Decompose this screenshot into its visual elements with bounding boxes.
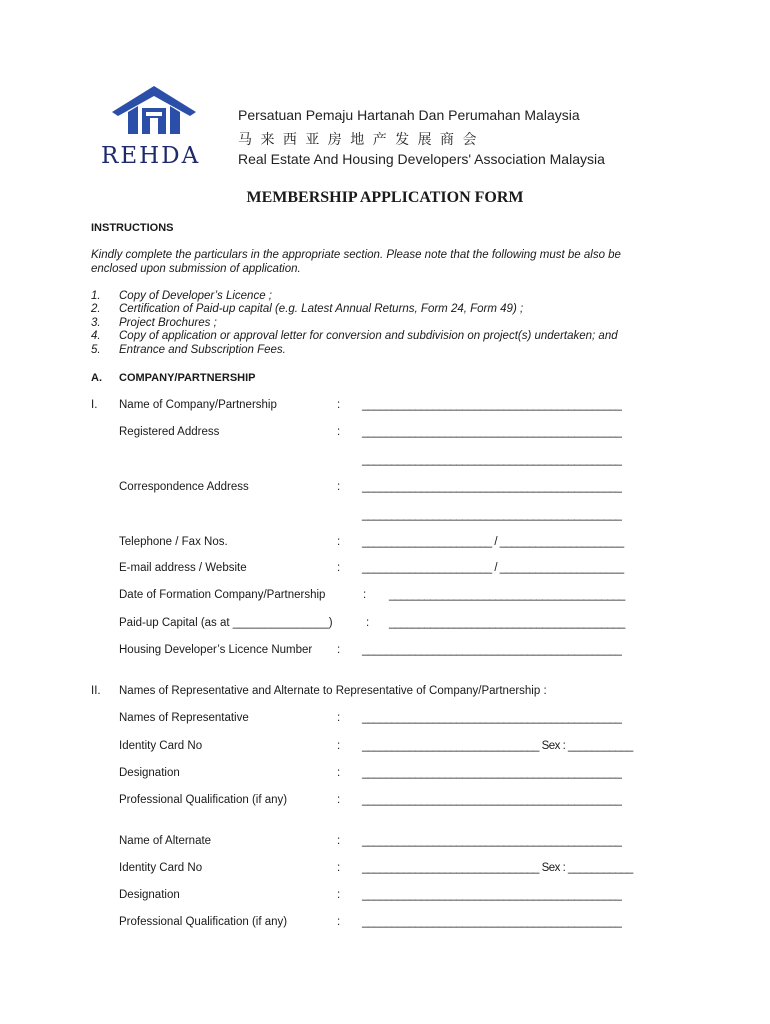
field-colon: : — [337, 481, 341, 493]
field-input-line[interactable]: ______________________________ Sex : ___________ — [362, 862, 633, 874]
field-label: Telephone / Fax Nos. — [119, 536, 228, 548]
list-item-text: Copy of application or approval letter for conversion and subdivision on project(s) undertaken; and — [119, 330, 618, 342]
list-item-number: 2. — [91, 303, 101, 315]
field-colon: : — [337, 562, 341, 574]
list-item-text: Project Brochures ; — [119, 317, 217, 329]
field-colon: : — [366, 617, 370, 629]
field-input-line[interactable]: ________________________________________ — [389, 617, 625, 629]
field-input-line[interactable]: ________________________________________ — [389, 589, 625, 601]
field-colon: : — [337, 862, 341, 874]
form-title: MEMBERSHIP APPLICATION FORM — [246, 189, 524, 206]
field-label: Identity Card No — [119, 740, 203, 752]
field-label: E-mail address / Website — [119, 562, 247, 574]
field-input-line[interactable]: ____________________________________________ — [362, 889, 622, 901]
field-label: Name of Company/Partnership — [119, 399, 277, 411]
field-label: Designation — [119, 889, 180, 901]
field-colon: : — [337, 916, 341, 928]
org-name-malay: Persatuan Pemaju Hartanah Dan Perumahan Malaysia — [238, 107, 580, 123]
field-colon: : — [337, 399, 341, 411]
field-input-line[interactable]: ______________________ / _____________________ — [362, 562, 624, 574]
field-colon: : — [337, 426, 341, 438]
list-item-text: Copy of Developer’s Licence ; — [119, 290, 272, 302]
field-input-line[interactable]: ____________________________________________ — [362, 794, 622, 806]
field-input-line[interactable]: ____________________________________________ — [362, 481, 622, 493]
logo-door — [142, 108, 166, 134]
rehda-logo — [108, 84, 200, 140]
field-label: Designation — [119, 767, 180, 779]
section-a-letter: A. — [91, 372, 102, 384]
field-label: Professional Qualification (if any) — [119, 916, 288, 928]
field-label: Date of Formation Company/Partnership — [119, 589, 326, 601]
field-input-line[interactable]: ____________________________________________ — [362, 835, 622, 847]
field-input-line[interactable]: ____________________________________________ — [362, 509, 622, 521]
section-a-title: COMPANY/PARTNERSHIP — [119, 372, 256, 384]
field-input-line[interactable]: ____________________________________________ — [362, 426, 622, 438]
field-label: Professional Qualification (if any) — [119, 794, 288, 806]
field-label: Paid-up Capital (as at _______________) — [119, 617, 333, 629]
org-name-english: Real Estate And Housing Developers' Association Malaysia — [238, 151, 605, 167]
field-input-line[interactable]: ____________________________________________ — [362, 399, 622, 411]
field-colon: : — [337, 644, 341, 656]
field-input-line[interactable]: ____________________________________________ — [362, 454, 622, 466]
field-input-line[interactable]: ____________________________________________ — [362, 644, 622, 656]
part-2-heading: Names of Representative and Alternate to Representative of Company/Partnership : — [119, 685, 547, 697]
field-colon: : — [337, 536, 341, 548]
field-colon: : — [337, 835, 341, 847]
field-label: Registered Address — [119, 426, 220, 438]
field-colon: : — [337, 740, 341, 752]
field-label: Names of Representative — [119, 712, 249, 724]
field-input-line[interactable]: ______________________________ Sex : ___________ — [362, 740, 633, 752]
list-item-number: 4. — [91, 330, 101, 342]
list-item-number: 3. — [91, 317, 101, 329]
field-input-line[interactable]: ____________________________________________ — [362, 712, 622, 724]
field-colon: : — [363, 589, 367, 601]
instructions-heading: INSTRUCTIONS — [91, 222, 174, 234]
part-2-number: II. — [91, 685, 101, 697]
field-colon: : — [337, 712, 341, 724]
field-input-line[interactable]: ______________________ / _____________________ — [362, 536, 624, 548]
field-label: Name of Alternate — [119, 835, 212, 847]
instructions-intro: Kindly complete the particulars in the appropriate section. Please note that the following must be also be — [91, 249, 621, 261]
field-input-line[interactable]: ____________________________________________ — [362, 767, 622, 779]
list-item-number: 5. — [91, 344, 101, 356]
part-1-number: I. — [91, 399, 98, 411]
field-input-line[interactable]: ____________________________________________ — [362, 916, 622, 928]
field-colon: : — [337, 794, 341, 806]
field-colon: : — [337, 767, 341, 779]
field-label: Correspondence Address — [119, 481, 249, 493]
list-item-text: Entrance and Subscription Fees. — [119, 344, 286, 356]
list-item-number: 1. — [91, 290, 101, 302]
field-label: Housing Developer’s Licence Number — [119, 644, 313, 656]
instructions-intro-cont: enclosed upon submission of application. — [91, 263, 301, 275]
org-name-chinese: 马 来 西 亚 房 地 产 发 展 商 会 — [238, 132, 479, 148]
logo-wordmark: REHDA — [101, 143, 201, 169]
field-label: Identity Card No — [119, 862, 203, 874]
list-item-text: Certification of Paid-up capital (e.g. Latest Annual Returns, Form 24, Form 49) ; — [119, 303, 524, 315]
field-colon: : — [337, 889, 341, 901]
